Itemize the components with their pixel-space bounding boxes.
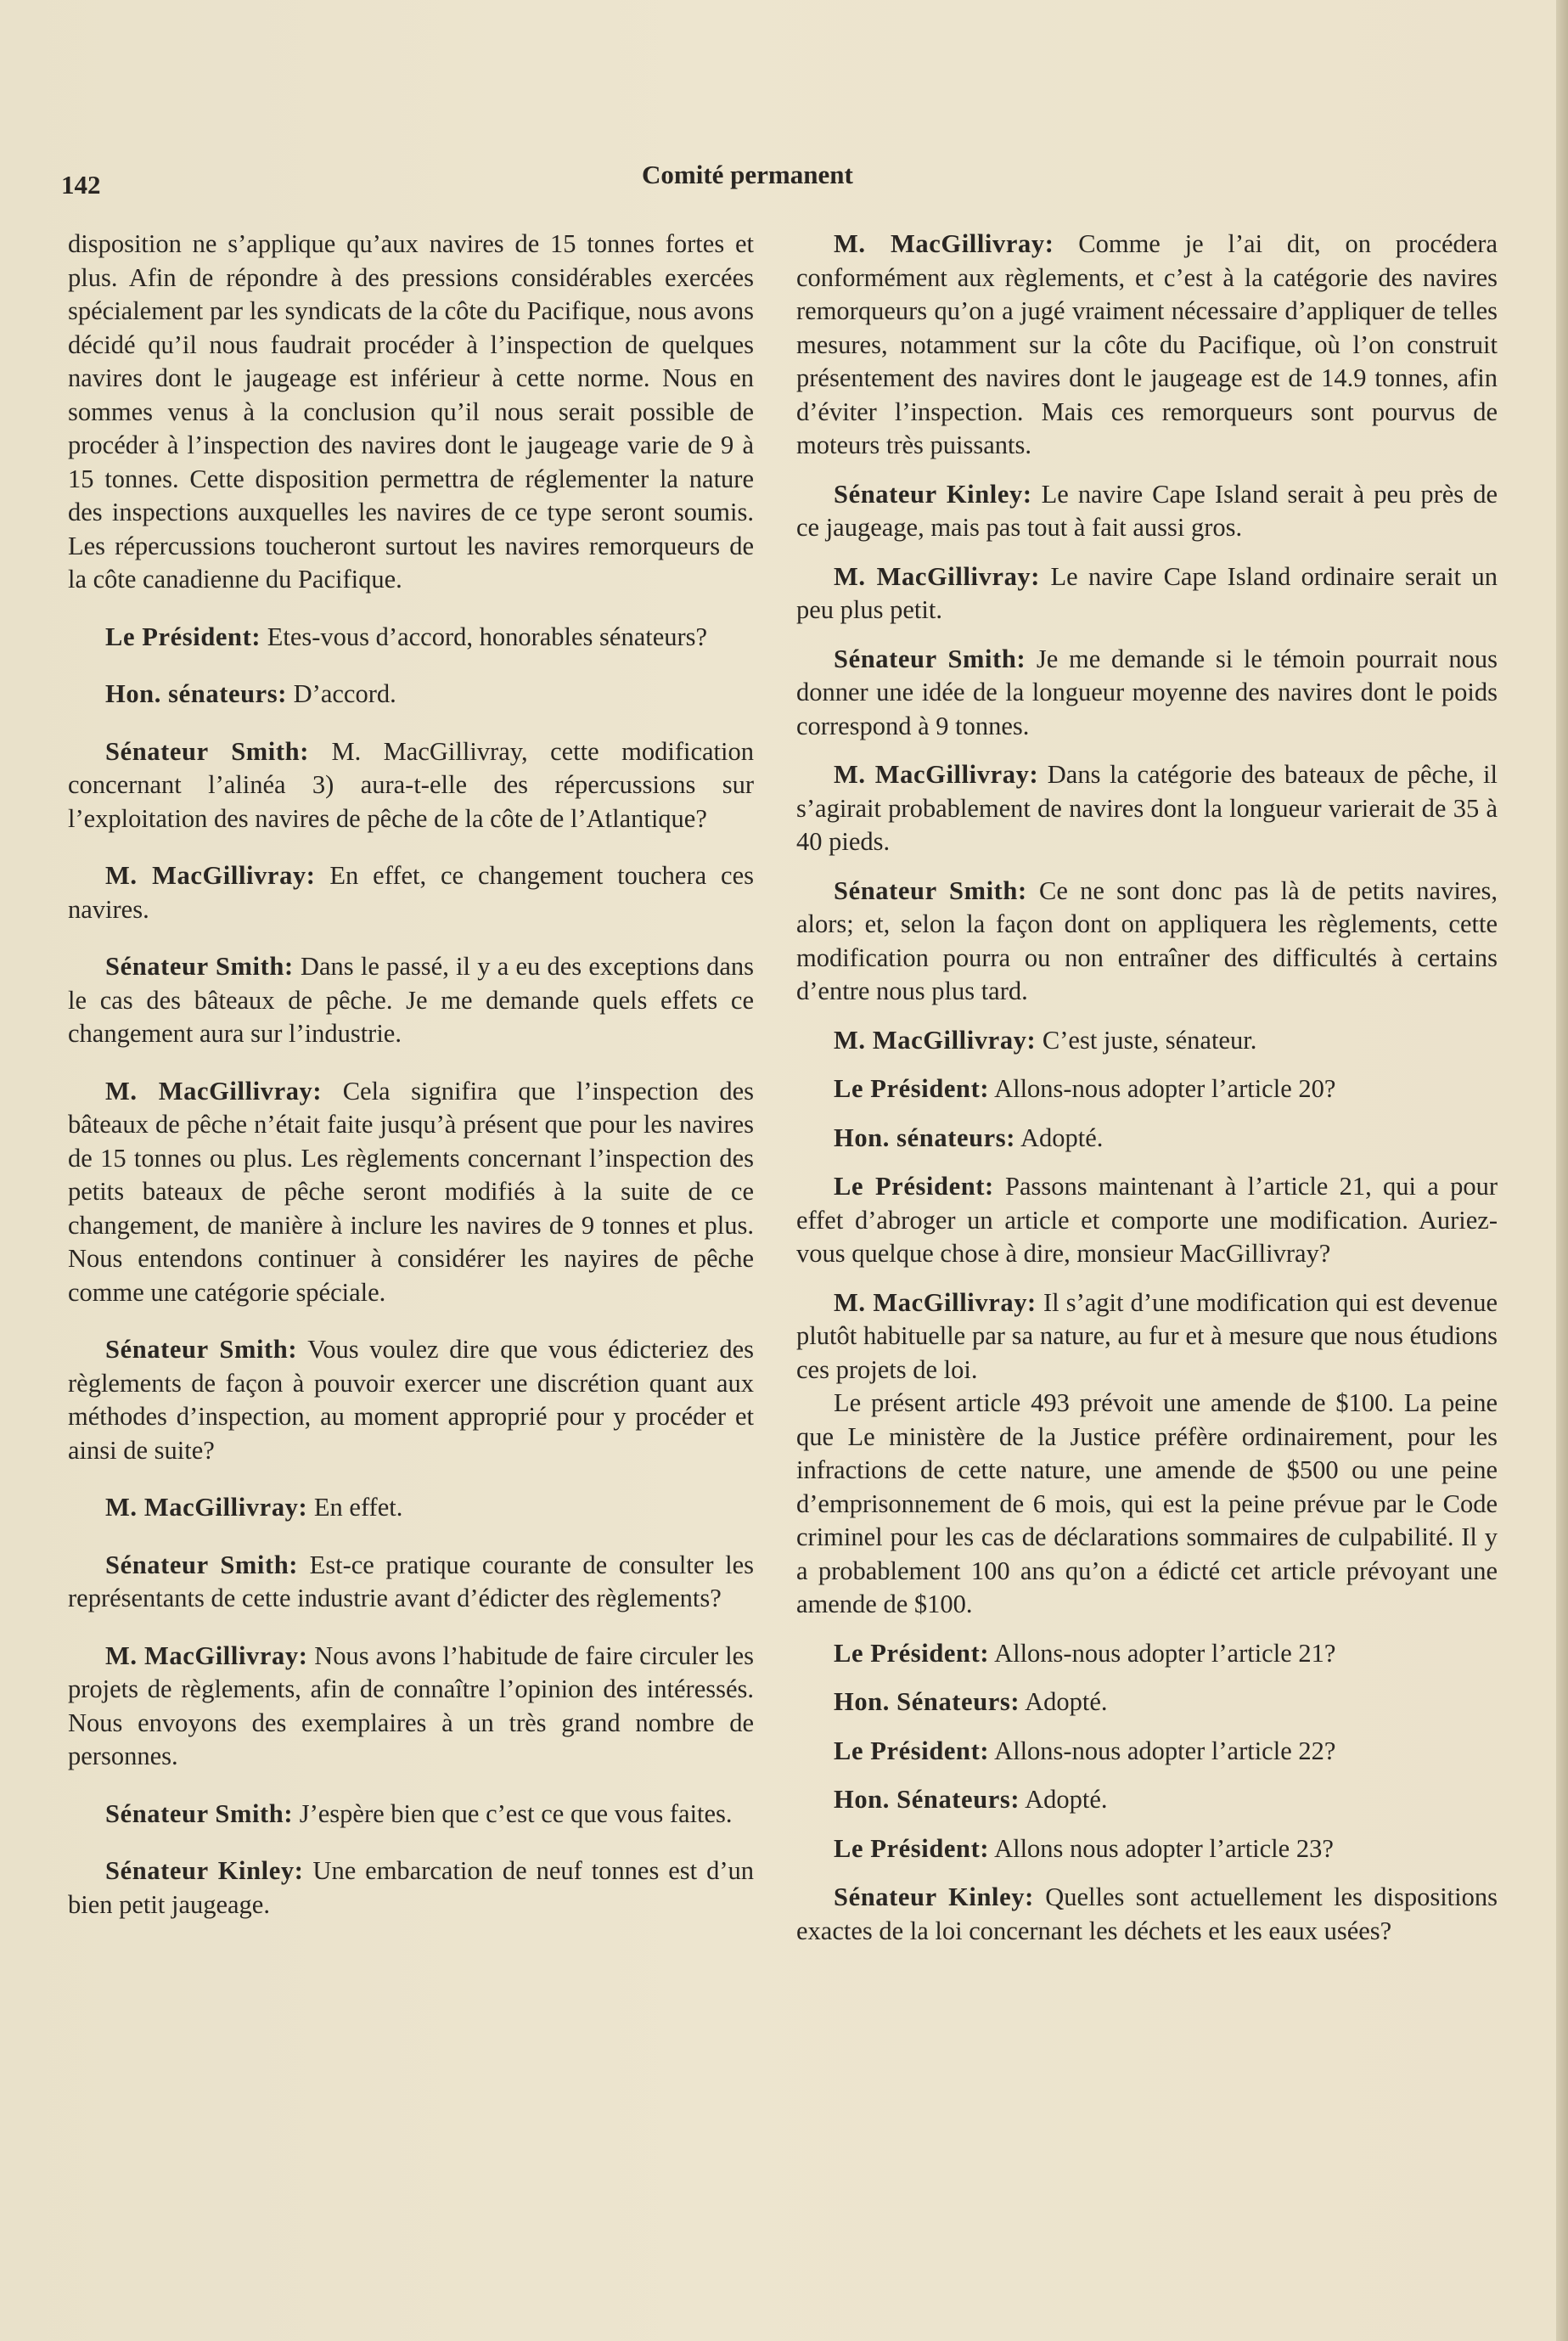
paragraph	[796, 1783, 1498, 1817]
speaker-name: M. MacGillivray:	[834, 760, 1039, 789]
paragraph-text: Adopté.	[1015, 1123, 1104, 1152]
paragraph-text: Cela signifira que l’inspection des bâteaux de pêche n’était faite jusqu’à présent que pour les navires de 15 tonnes ou plus. Les règlements concernant l’inspection des petits bateaux de pêche seront modifiés à la suite de ce changement, de manière à inclure les navires de 9 tonnes et plus. Nous entendons continuer à considérer les nayires de pêche comme une catégorie spéciale.	[68, 1076, 754, 1307]
speaker-name: Le Président:	[834, 1736, 990, 1765]
paragraph	[796, 643, 1498, 744]
paragraph-text: Dans le passé, il y a eu des exceptions dans le cas des bâteaux de pêche. Je me demande quels effets ce changement aura sur l’industrie.	[68, 952, 754, 1048]
paragraph	[68, 1854, 754, 1922]
speaker-name: M. MacGillivray:	[834, 1025, 1037, 1055]
paragraph	[68, 859, 754, 926]
speaker-name: Sénateur Smith:	[105, 736, 309, 766]
speaker-name: Sénateur Smith:	[834, 644, 1026, 673]
paragraph	[796, 1832, 1498, 1866]
speaker-name: M. MacGillivray:	[105, 1493, 308, 1522]
paragraph	[68, 1640, 754, 1774]
speaker-name: M. MacGillivray:	[834, 229, 1054, 258]
paragraph-text: D’accord.	[287, 679, 396, 708]
speaker-name: Hon. Sénateurs:	[834, 1687, 1020, 1716]
paragraph	[796, 875, 1498, 1009]
paragraph-text: Une embarcation de neuf tonnes est d’un bien petit jaugeage.	[68, 1856, 754, 1919]
paragraph-text: Nous avons l’habitude de faire circuler les projets de règlements, afin de connaître l’opinion des intéressés. Nous envoyons des exemplaires à un très grand nombre de personnes.	[68, 1640, 755, 1770]
speaker-name: M. MacGillivray:	[834, 1287, 1037, 1317]
speaker-name: Le Président:	[834, 1074, 990, 1103]
paragraph	[796, 1387, 1498, 1622]
paragraph-text: M. MacGillivray, cette modification concernant l’alinéa 3) aura-t-elle des répercussions sur l’exploitation des navires de pêche de la côte de l’Atlantique?	[68, 736, 755, 833]
speaker-name: Sénateur Kinley:	[834, 479, 1032, 509]
paragraph-text: En effet.	[307, 1493, 403, 1522]
paragraph	[68, 1798, 754, 1832]
paragraph-text: J’espère bien que c’est ce que vous faites.	[293, 1798, 733, 1828]
paragraph-text: Quelles sont actuellement les dispositions exactes de la loi concernant les déchets et les eaux usées?	[796, 1882, 1498, 1945]
speaker-name: Hon. Sénateurs:	[834, 1785, 1020, 1814]
speaker-name: Sénateur Kinley:	[105, 1856, 304, 1885]
paragraph-text: Est-ce pratique courante de consulter les représentants de cette industrie avant d’édicter des règlements?	[68, 1550, 755, 1612]
paragraph	[68, 1333, 754, 1467]
paragraph-text: Adopté.	[1020, 1687, 1108, 1716]
paragraph-text: En effet, ce changement touchera ces navires.	[68, 861, 754, 924]
page-edge	[1556, 0, 1568, 2341]
speaker-name: Le Président:	[105, 622, 261, 651]
paragraph	[796, 478, 1498, 545]
paragraph	[68, 621, 754, 655]
paragraph-text: Adopté.	[1020, 1785, 1108, 1814]
running-title: Comité permanent	[642, 160, 853, 189]
paragraph-text: Je me demande si le témoin pourrait nous donner une idée de la longueur moyenne des navires dont le poids correspond à 9 tonnes.	[796, 644, 1498, 740]
paragraph-text: Le navire Cape Island serait à peu près de ce jaugeage, mais pas tout à fait aussi gros.	[796, 479, 1498, 542]
speaker-name: M. MacGillivray:	[105, 1076, 323, 1106]
paragraph	[796, 1685, 1498, 1719]
paragraph	[68, 1075, 754, 1310]
speaker-name: Le Président:	[834, 1833, 990, 1863]
paragraph	[68, 678, 754, 712]
speaker-name: Sénateur Kinley:	[834, 1882, 1034, 1911]
paragraph	[796, 1122, 1498, 1156]
paragraph	[796, 758, 1498, 859]
paragraph-text: Allons-nous adopter l’article 22?	[989, 1736, 1336, 1765]
paragraph	[796, 1286, 1498, 1387]
paragraph-text: Allons-nous adopter l’article 20?	[989, 1074, 1336, 1103]
speaker-name: M. MacGillivray:	[834, 561, 1041, 591]
paragraph-text: Passons maintenant à l’article 21, qui a pour effet d’abroger un article et comporte une modification. Auriez-vous quelque chose à dire, monsieur MacGillivray?	[796, 1172, 1498, 1268]
paragraph	[68, 735, 754, 836]
paragraph-text: Le présent article 493 prévoit une amende de $100. La peine que Le ministère de la Justice préfère ordinairement, pour les infractions de cette nature, une amende de $500 ou une peine d’emprisonnement de 6 mois, qui est la peine prévue par le Code criminel pour les cas de déclarations sommaires de culpabilité. Il y a probablement 100 ans qu’on a édicté cet article prévoyant une amende de $100.	[796, 1388, 1498, 1618]
paragraph	[68, 1549, 754, 1616]
paragraph-text: Dans la catégorie des bateaux de pêche, il s’agirait probablement de navires dont la longueur varierait de 35 à 40 pieds.	[796, 760, 1498, 856]
speaker-name: Sénateur Smith:	[105, 1550, 299, 1579]
right-column	[796, 228, 1498, 1963]
page-number: 142	[61, 170, 101, 200]
speaker-name: Le Président:	[834, 1638, 990, 1668]
paragraph	[68, 228, 754, 597]
paragraph	[68, 950, 754, 1051]
paragraph-text: C’est juste, sénateur.	[1036, 1025, 1257, 1055]
paragraph-text: Allons nous adopter l’article 23?	[989, 1833, 1334, 1863]
speaker-name: M. MacGillivray:	[105, 1640, 308, 1670]
paragraph-text: Vous voulez dire que vous édicteriez des règlements de façon à pouvoir exercer une discrétion quant aux méthodes d’inspection, au moment approprié pour y procéder et ainsi de suite?	[68, 1335, 754, 1465]
speaker-name: M. MacGillivray:	[105, 861, 316, 890]
paragraph	[796, 1881, 1498, 1948]
speaker-name: Sénateur Smith:	[834, 875, 1027, 905]
paragraph-text: Allons-nous adopter l’article 21?	[989, 1638, 1336, 1668]
paragraph	[68, 1491, 754, 1525]
paragraph-text: Etes-vous d’accord, honorables sénateurs?	[261, 622, 708, 651]
paragraph	[796, 1735, 1498, 1769]
speaker-name: Hon. sénateurs:	[834, 1123, 1016, 1152]
speaker-name: Le Président:	[834, 1172, 994, 1201]
paragraph	[796, 1024, 1498, 1058]
paragraph-text: Comme je l’ai dit, on procédera conformément aux règlements, et c’est à la catégorie des navires remorqueurs qu’on a jugé vraiment nécessaire d’appliquer de telles mesures, notamment sur la côte du Pacifique, où l’on construit présentement des navires dont le jaugeage est de 14.9 tonnes, afin d’éviter l’inspection. Mais ces remorqueurs sont pourvus de moteurs très puissants.	[796, 229, 1498, 459]
paragraph-text: Il s’agit d’une modification qui est devenue plutôt habituelle par sa nature, au fur et à mesure que nous étudions ces projets de loi.	[796, 1287, 1498, 1384]
speaker-name: Sénateur Smith:	[105, 952, 294, 981]
speaker-name: Sénateur Smith:	[105, 1798, 294, 1828]
speaker-name: Hon. sénateurs:	[105, 679, 288, 708]
page-header	[0, 160, 1568, 211]
paragraph	[796, 1170, 1498, 1271]
paragraph	[796, 228, 1498, 463]
paragraph-text: Le navire Cape Island ordinaire serait un peu plus petit.	[796, 561, 1498, 624]
speaker-name: Sénateur Smith:	[105, 1335, 298, 1364]
left-column	[68, 228, 754, 1937]
paragraph-text: disposition ne s’applique qu’aux navires de 15 tonnes fortes et plus. Afin de répondre à des pressions considérables exercées spécialement par les syndicats de la côte du Pacifique, nous avons décidé qu’il nous faudrait procéder à l’inspection de quelques navires dont le jaugeage est inférieur à cette norme. Nous en sommes venus à la conclusion qu’il nous serait possible de procéder à l’inspection des navires dont le jaugeage varie de 9 à 15 tonnes. Cette disposition permettra de réglementer la nature des inspections auxquelles les navires de ce type seront soumis. Les répercussions toucheront surtout les navires remorqueurs de la côte canadienne du Pacifique.	[68, 229, 754, 594]
paragraph	[796, 1637, 1498, 1671]
paragraph	[796, 1072, 1498, 1106]
paragraph	[796, 560, 1498, 627]
paragraph-text: Ce ne sont donc pas là de petits navires, alors; et, selon la façon dont on appliquera les règlements, cette modification pourra ou non entraîner des difficultés à certains d’entre nous plus tard.	[796, 875, 1498, 1005]
